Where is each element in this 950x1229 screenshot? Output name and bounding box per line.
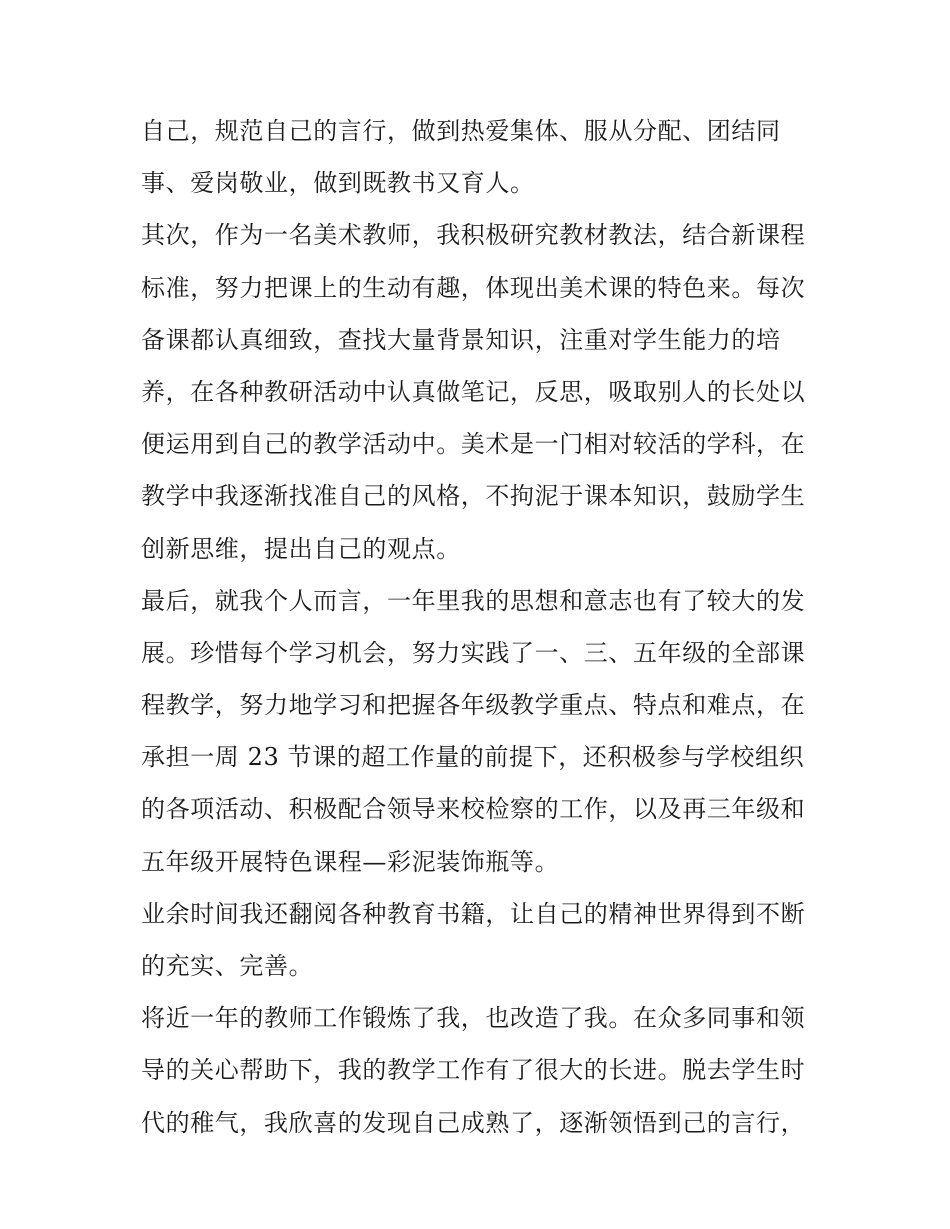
text-line: 将近一年的教师工作锻炼了我，也改造了我。在众多同事和领 — [141, 1004, 806, 1033]
text-line: 的充实、完善。 — [141, 952, 314, 980]
text-line: 其次，作为一名美术教师，我积极研究教材教法，结合新课程 — [141, 221, 806, 250]
text-line: 程教学，努力地学习和把握各年级教学重点、特点和难点，在 — [141, 691, 806, 720]
text-line: 导的关心帮助下，我的教学工作有了很大的长进。脱去学生时 — [141, 1056, 806, 1085]
body-text — [141, 105, 821, 1149]
text-line: 教学中我逐渐找准自己的风格，不拘泥于课本知识，鼓励学生 — [141, 482, 806, 511]
text-line: 创新思维，提出自己的观点。 — [141, 534, 461, 563]
text-line: 代的稚气，我欣喜的发现自己成熟了，逐渐领悟到己的言行， — [141, 1108, 806, 1137]
text-line: 事、爱岗敬业，做到既教书又育人。 — [141, 169, 535, 198]
text-line: 承担一周 23 节课的超工作量的前提下，还积极参与学校组织 — [141, 743, 805, 772]
text-line: 的各项活动、积极配合领导来校检察的工作，以及再三年级和 — [141, 795, 806, 824]
text-line: 备课都认真细致，查找大量背景知识，注重对学生能力的培 — [141, 325, 781, 354]
text-line: 展。珍惜每个学习机会，努力实践了一、三、五年级的全部课 — [141, 638, 806, 667]
text-line: 便运用到自己的教学活动中。美术是一门相对较活的学科，在 — [141, 430, 806, 459]
text-line: 最后，就我个人而言，一年里我的思想和意志也有了较大的发 — [141, 586, 806, 615]
text-line: 五年级开展特色课程—彩泥装饰瓶等。 — [141, 847, 560, 876]
text-line: 养，在各种教研活动中认真做笔记，反思，吸取别人的长处以 — [141, 377, 806, 406]
text-line: 标准，努力把课上的生动有趣，体现出美术课的特色来。每次 — [141, 273, 806, 302]
text-line: 自己，规范自己的言行，做到热爱集体、服从分配、团结同 — [141, 117, 781, 145]
text-line: 业余时间我还翻阅各种教育书籍，让自己的精神世界得到不断 — [141, 899, 806, 928]
